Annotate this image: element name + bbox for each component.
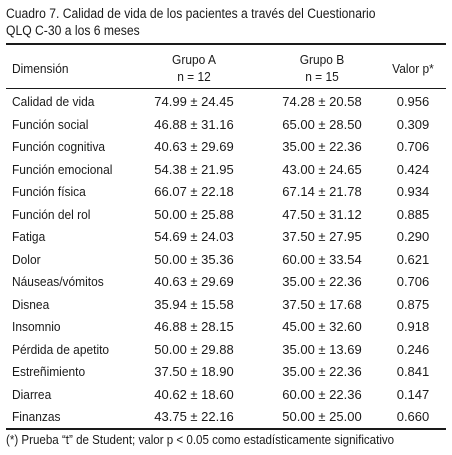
group-a-cell: 50.00 ± 35.36 [154,251,234,267]
group-b-cell: 60.00 ± 22.36 [282,386,362,402]
p-value-cell: 0.424 [396,161,430,177]
group-a-cell: 54.38 ± 21.95 [154,161,234,177]
group-b-cell: 45.00 ± 32.60 [282,319,362,334]
p-value-cell: 0.290 [396,229,430,244]
p-value-cell: 0.934 [396,184,430,199]
dimension-cell: Calidad de vida [12,94,95,109]
group-a-cell: 43.75 ± 22.16 [154,409,234,424]
group-b-cell: 35.00 ± 13.69 [282,341,362,357]
group-a-cell: 40.63 ± 29.69 [154,139,234,154]
p-value-cell: 0.660 [396,409,430,424]
bottom-rule [6,428,446,430]
group-b-cell: 35.00 ± 22.36 [282,274,362,289]
group-b-cell: 37.50 ± 27.95 [282,229,362,244]
table-footnote: (*) Prueba “t” de Student; valor p < 0.05 como estadísticamente significativo [6,432,395,447]
table-row [6,293,446,316]
header-group-a-n: n = 12 [177,69,211,84]
table-row [6,225,446,248]
header-rule [6,88,446,89]
p-value-cell: 0.309 [396,116,430,132]
dimension-cell: Pérdida de apetito [12,341,110,357]
group-a-cell: 37.50 ± 18.90 [154,364,234,379]
p-value-cell: 0.918 [396,319,430,334]
p-value-cell: 0.706 [396,139,430,154]
group-b-cell: 74.28 ± 20.58 [282,94,362,109]
group-b-cell: 43.00 ± 24.65 [282,161,362,177]
group-a-cell: 35.94 ± 15.58 [154,296,234,312]
dimension-cell: Fatiga [12,229,46,244]
top-rule [6,43,446,45]
group-a-cell: 54.69 ± 24.03 [154,229,234,244]
table-caption: Cuadro 7. Calidad de vida de los pacientes a través del Cuestionario QLQ C-30 a los 6 meses [6,6,376,38]
table-row [6,158,446,181]
table-row [6,338,446,361]
dimension-cell: Función emocional [12,161,113,177]
header-group-a: Grupo A [172,52,216,67]
group-a-cell: 46.88 ± 31.16 [154,116,234,132]
p-value-cell: 0.875 [396,296,430,312]
dimension-cell: Dolor [12,251,41,267]
group-a-cell: 50.00 ± 29.88 [154,341,234,357]
header-group-b-n: n = 15 [305,69,339,84]
table-row [6,135,446,158]
dimension-cell: Diarrea [12,386,52,402]
p-value-cell: 0.885 [396,206,430,222]
p-value-cell: 0.956 [396,94,430,109]
dimension-cell: Disnea [12,296,50,312]
p-value-cell: 0.621 [396,251,430,267]
group-a-cell: 66.07 ± 22.18 [154,184,234,199]
table-row [6,203,446,226]
table-row [6,113,446,136]
group-b-cell: 67.14 ± 21.78 [282,184,362,199]
dimension-cell: Náuseas/vómitos [12,274,104,289]
dimension-cell: Insomnio [12,319,61,334]
p-value-cell: 0.841 [396,364,430,379]
p-value-cell: 0.147 [396,386,430,402]
dimension-cell: Función del rol [12,206,91,222]
dimension-cell: Función social [12,116,89,132]
table-row [6,405,446,428]
table-row [6,90,446,113]
group-b-cell: 35.00 ± 22.36 [282,364,362,379]
group-b-cell: 37.50 ± 17.68 [282,296,362,312]
table-row [6,315,446,338]
table-row [6,180,446,203]
group-b-cell: 47.50 ± 31.12 [282,206,362,222]
p-value-cell: 0.706 [396,274,430,289]
header-group-b: Grupo B [299,52,345,67]
dimension-cell: Función física [12,184,86,199]
dimension-cell: Finanzas [12,409,61,424]
group-a-cell: 46.88 ± 28.15 [154,319,234,334]
header-dimension: Dimensión [12,61,69,76]
table-row [6,360,446,383]
header-p-value: Valor p* [392,61,434,76]
group-b-cell: 50.00 ± 25.00 [282,409,362,424]
group-a-cell: 40.63 ± 29.69 [154,274,234,289]
group-a-cell: 50.00 ± 25.88 [154,206,234,222]
group-a-cell: 74.99 ± 24.45 [154,94,234,109]
table-row [6,248,446,271]
group-b-cell: 60.00 ± 33.54 [282,251,362,267]
group-b-cell: 65.00 ± 28.50 [282,116,362,132]
group-b-cell: 35.00 ± 22.36 [282,139,362,154]
dimension-cell: Estreñimiento [12,364,86,379]
table-row [6,383,446,406]
group-a-cell: 40.62 ± 18.60 [154,386,234,402]
p-value-cell: 0.246 [396,341,430,357]
table-row [6,270,446,293]
dimension-cell: Función cognitiva [12,139,106,154]
